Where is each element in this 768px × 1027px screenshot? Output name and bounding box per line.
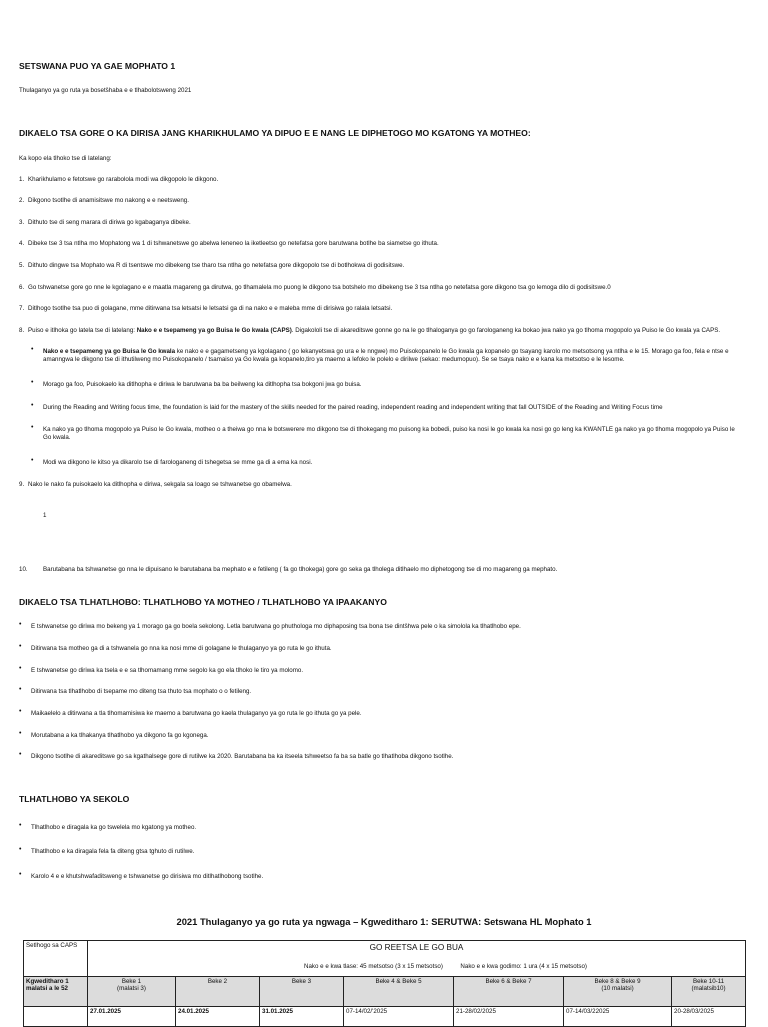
- week-label: Beke 6 & Beke 7: [485, 978, 532, 985]
- week-sub: (malatsi 3): [117, 985, 146, 992]
- section-header-cell: [88, 941, 746, 977]
- bullet-item: Morago ga foo, Puisokaelo ka ditlhopha e diriwa le barutwana ba ba beilweng ka ditlhopha tsa bokgoni jwa go buisa.: [43, 381, 362, 388]
- bullet-icon: •: [19, 621, 22, 628]
- table-title: 2021 Thulaganyo ya go ruta ya ngwaga – Kgweditharo 1: SERUTWA: Setswana HL Mophato 1: [176, 916, 592, 927]
- bullet-item: Tlhatlhobo e diragala ka go tswelela mo kgatong ya motheo.: [31, 824, 197, 831]
- bullet-icon: •: [19, 708, 22, 715]
- bullet-icon: •: [31, 346, 34, 353]
- bullet-icon: •: [19, 730, 22, 737]
- caps-topic-label: Setlhogo sa CAPS: [24, 941, 88, 977]
- time-min: Nako e e kwa tlase: 45 metsotso (3 x 15 metsotso): [304, 963, 443, 970]
- list-item: Kharikhulamo e fetotswe go rarabolola modi wa dikgopolo le dikgono.: [28, 176, 219, 183]
- list-item: Ditlhogo tsotlhe tsa puo di golagane, mme ditirwana tsa letsatsi le letsatsi ga di na nako e e maleba mme di dirisiwa go ralala letsatsi.: [28, 305, 393, 312]
- week-header: [260, 977, 344, 1007]
- list-item: Barutabana ba tshwanetse go nna le dipuisano le barutabana ba mephato e e fetileng ( fa go tlhokega) gore go seka ga tlholega ditlhaelo mo diphetogong tse di mo magareng ga mephato.: [43, 566, 558, 573]
- bullet-item: During the Reading and Writing focus time, the foundation is laid for the mastery of the skills needed for the paired reading, independent reading and independent writing that fall OUTSIDE of the Reading and Writing Focus time: [43, 404, 663, 411]
- week-header: [564, 977, 672, 1007]
- week-header: [344, 977, 454, 1007]
- item-number: 6.: [19, 284, 25, 291]
- time-allocation: [90, 963, 743, 970]
- week-header: [672, 977, 746, 1007]
- item-number: 5.: [19, 262, 25, 269]
- bullet-icon: •: [19, 686, 22, 693]
- date-cell: 07-14/02/'2025: [344, 1007, 454, 1027]
- item8-pre: Puiso e itlhoka go latela tse di latelang:: [28, 327, 137, 334]
- bullet-icon: •: [19, 665, 22, 672]
- annual-teaching-plan-table: [23, 940, 746, 1027]
- bullet-item: Tlhatlhobo e ka diragala fela fa diteng gtsa tghuto di rutilwe.: [31, 848, 195, 855]
- bullet-icon: •: [31, 424, 34, 431]
- list-item: Dikgono tsotlhe di anamisitswe mo nakong e e neetsweng.: [28, 197, 189, 204]
- week-label: Beke 4 & Beke 5: [375, 978, 422, 985]
- item-number: 7.: [19, 305, 25, 312]
- date-cell: 21-28/02/2025: [454, 1007, 564, 1027]
- bullet-icon: •: [19, 751, 22, 758]
- bullet-item: Morutabana a ka tlhakanya tlhatlhobo ya dikgono fa go kgonega.: [31, 732, 209, 739]
- section-name: GO REETSA LE GO BUA: [369, 943, 464, 952]
- item-number: 8.: [19, 327, 25, 334]
- bullet-icon: •: [19, 846, 22, 853]
- bullet-item: Ka nako ya go tlhoma mogopolo ya Puiso le Go kwala, motheo o a theiwa go nna le botswerere mo dikgono tse di tlhokegang mo puisong ka bobedi, puiso ka nosi le go kwala ka nosi go go leng ka KWANTLE ga nako ya go tlhoma mogopolo ya Puiso le Go kwala.: [43, 426, 735, 441]
- item-number: 10.: [19, 566, 28, 573]
- bullet-text: ke nako e e gagametseng ya kgolagano ( go lekanyetswa go ura e le nngwe) mo Puisokopanelo le Go kwala ga kopanelo go tsayang karolo mo metsotsong ya ntlha e le 15. Morago ga foo, fela e ntse e amanngwa le dikgono tse di ithutilweng mo Puisokopanelo / tsamaiso ya Go kwala ga kopanelo,tiro ya maemo a lefoko le polelo e dirilwe (sekao: medumopuo). Se se tsaya nako e e kana ka metsotso e le lesome.: [43, 348, 729, 363]
- item-number: 3.: [19, 219, 25, 226]
- bullet-item: Maikaelelo a ditirwana a tla tlhomamisiwa ke maemo a barutwana go kaela thulaganyo ya go ruta le go ithuta go ya pele.: [31, 710, 362, 717]
- date-cell: 24.01.2025: [176, 1007, 260, 1027]
- week-header: [454, 977, 564, 1007]
- week-sub: (malatsib10): [691, 985, 726, 992]
- week-label: Beke 10-11: [692, 978, 725, 985]
- bullet-item: E tshwanetse go diriwa ka tsela e e sa tlhomamang mme segolo ka go ela tlhoko le tiro ya molomo.: [31, 667, 304, 674]
- intro-text: Ka kopo ela tlhoko tse di latelang:: [19, 155, 112, 162]
- week-header: [176, 977, 260, 1007]
- item-number: 4.: [19, 240, 25, 247]
- list-item: Dibeke tse 3 tsa ntlha mo Mophatong wa 1 di tshwanetswe go abelwa leneneo la iketleetso go netefatsa gore barutwana botlhe ba siametse go ithuta.: [28, 240, 439, 247]
- bullet-icon: •: [19, 871, 22, 878]
- item-number: 1.: [19, 176, 25, 183]
- week-header: [88, 977, 176, 1007]
- item-number: 9.: [19, 481, 25, 488]
- bullet-icon: •: [19, 822, 22, 829]
- bullet-icon: •: [31, 457, 34, 464]
- date-cell: 27.01.2025: [88, 1007, 176, 1027]
- date-cell: 07-14/03/22025: [564, 1007, 672, 1027]
- section3-title: TLHATLHOBO YA SEKOLO: [19, 794, 130, 804]
- week-sub: (10 malatsi): [601, 985, 634, 992]
- page-number: 1: [43, 512, 47, 519]
- date-cell: 31.01.2025: [260, 1007, 344, 1027]
- list-item: Nako le nako fa puisokaelo ka ditlhopha e diriwa, sekgala sa loago se tshwanetse go obamelwa.: [28, 481, 292, 488]
- list-item: Dithuto dingwe tsa Mophato wa R di tsentswe mo dibekeng tse tharo tsa ntlha go netefatsa gore dikgopolo tse di botlhokwa di godisitswe.: [28, 262, 405, 269]
- term-label: Kgweditharo 1 malatsi a le 52: [24, 977, 88, 1007]
- bullet-item: Modi wa dikgono le kitso ya dikarolo tse di farologaneng di tshegetsa se mme ga di a ema ka nosi.: [43, 459, 313, 466]
- bullet-item: Ditirwana tsa motheo ga di a tshwanela go nna ka nosi mme di golagane le thulaganyo ya go ruta le go ithuta.: [31, 645, 332, 652]
- section2-title: DIKAELO TSA TLHATLHOBO: TLHATLHOBO YA MOTHEO / TLHATLHOBO YA IPAAKANYO: [19, 597, 387, 607]
- item8-bold: Nako e e tsepameng ya go Buisa le Go kwala (CAPS): [136, 327, 292, 334]
- week-label: Beke 3: [291, 978, 312, 985]
- week-label: Beke 2: [207, 978, 228, 985]
- item8-post: . Digakololi tse di akareditswe gonne go na le go tlhaloganya go go farologaneng ka bokao jwa nako ya go tlhoma mogopolo ya Puiso le Go kwala ya CAPS.: [291, 327, 721, 334]
- bullet-icon: •: [31, 379, 34, 386]
- document-subheading: Thulaganyo ya go ruta ya bosetšhaba e e tlhabolotsweng 2021: [19, 87, 192, 94]
- week-label: Beke 8 & Beke 9: [594, 978, 641, 985]
- time-max: Nako e e kwa godimo: 1 ura (4 x 15 metsotso): [460, 963, 587, 970]
- bullet-item: [43, 348, 743, 364]
- bullet-icon: •: [19, 643, 22, 650]
- bullet-item: Ditirwana tsa tlhatlhobo di tsepame mo diteng tsa thuto tsa mophato o o fetileng.: [31, 688, 252, 695]
- bullet-item: E tshwanetse go diriwa mo bekeng ya 1 morago ga go boela sekolong. Letla barutwana go phuthologa mo diphaposing tsa bona tse dintšhwa pele o ka simolola ka tlhatlhobo epe.: [31, 623, 521, 630]
- list-item: Go tshwanetse gore go nne le kgolagano e e maatla magareng ga dirutwa, go tlhamalela mo puong le dikgono tsa botshelo mo dibekeng tse 3 tsa ntlha go netefatsa gore dikgono tsa go lemoga dilo di godisitswe.0: [28, 284, 611, 291]
- document-heading: SETSWANA PUO YA GAE MOPHATO 1: [19, 61, 176, 71]
- list-item: Dithuto tse di seng marara di diriwa go kgabaganya dibeke.: [28, 219, 191, 226]
- date-cell: 20-28/03/2025: [672, 1007, 746, 1027]
- bullet-item: Dikgono tsotlhe di akareditswe go sa kgathalsege gore di rutilwe ka 2020. Barutabana ba ka itseela tshweetso fa ba sa batle go tlhatlhoba dikgono tsotlhe.: [31, 753, 454, 760]
- week-label: Beke 1: [121, 978, 142, 985]
- item-number: 2.: [19, 197, 25, 204]
- weeks-row: [24, 977, 746, 1007]
- bullet-bold: Nako e e tsepameng ya go Buisa le Go kwala: [43, 348, 176, 355]
- bullet-item: Karolo 4 e e khutshwafaditsweng e tshwanetse go dirisiwa mo ditlhatlhobong tsotlhe.: [31, 873, 264, 880]
- section1-title: DIKAELO TSA GORE O KA DIRISA JANG KHARIKHULAMO YA DIPUO E E NANG LE DIPHETOGO MO KGATONG YA MOTHEO:: [19, 128, 531, 138]
- bullet-icon: •: [31, 402, 34, 409]
- list-item-8: [28, 327, 748, 335]
